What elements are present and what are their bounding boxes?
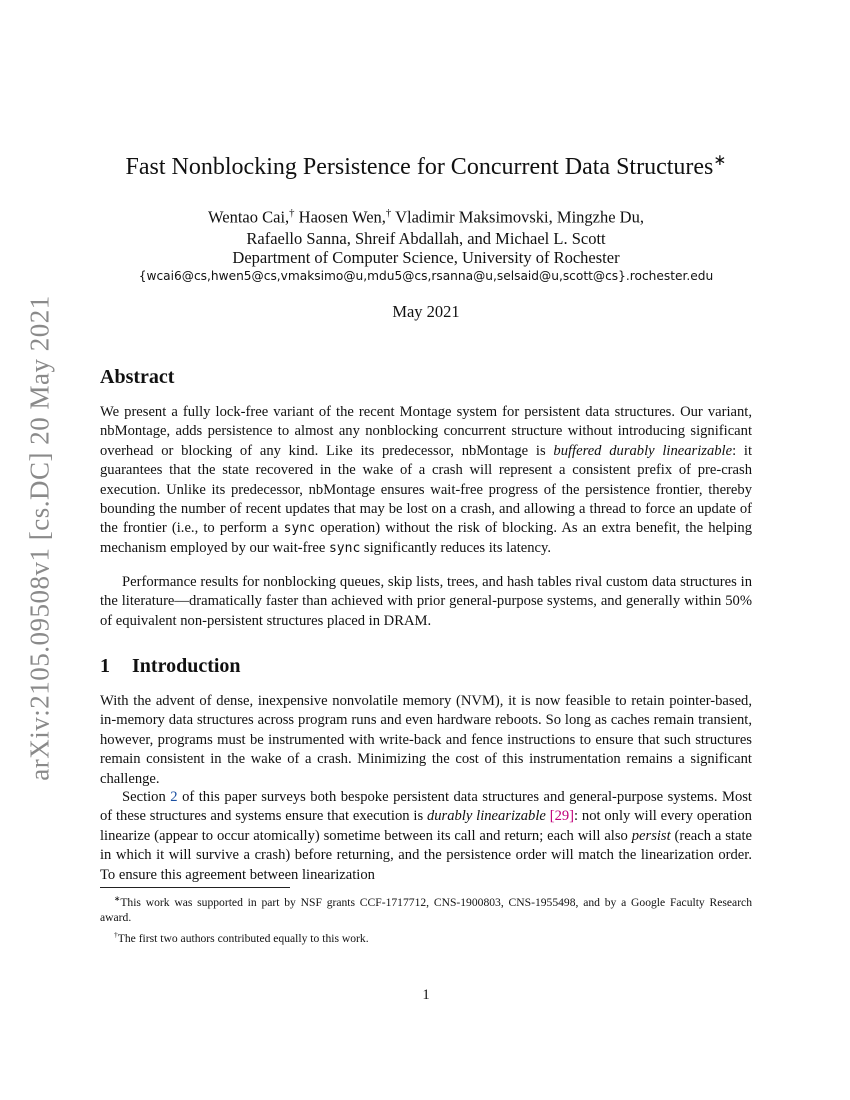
paper-date: May 2021 [392,302,460,321]
title-footnote-mark: ∗ [713,152,727,169]
arxiv-identifier: arXiv:2105.09508v1 [cs.DC] 20 May 2021 [24,295,55,781]
footnote-1: ∗This work was supported in part by NSF grants CCF-1717712, CNS-1900803, CNS-1955498, and by a Google Faculty Research award. [100,894,752,924]
section-2-link[interactable]: 2 [170,789,178,805]
citation-29-link[interactable]: [29] [549,808,575,825]
abstract-heading: Abstract [100,366,175,388]
footnotes [100,891,752,948]
author-emails: {wcai6@cs,hwen5@cs,vmaksimo@u,mdu5@cs,rsanna@u,selsaid@u,scott@cs}.rochester.edu [138,269,714,283]
paper-title: Fast Nonblocking Persistence for Concurrent Data Structures∗ [125,152,727,180]
department: Department of Computer Science, University of Rochester [232,248,620,267]
footnote-rule [100,887,290,888]
footnote-2: †The first two authors contributed equally to this work. [114,929,369,945]
abstract-paragraph-2: Performance results for nonblocking queues, skip lists, trees, and hash tables rival custom data structures in the literature—dramatically faster than achieved with prior general-purpose systems, and generally within 50% of equivalent non-persistent structures placed in DRAM. [100,574,752,629]
arxiv-sidebar [0,0,80,1100]
page-number: 1 [422,987,430,1003]
intro-paragraph-1: With the advent of dense, inexpensive nonvolatile memory (NVM), it is now feasible to retain pointer-based, in-memory data structures across program runs and even hardware reboots. So long as caches remain transient, however, programs must be instrumented with write-back and fence instructions to ensure that such structures remain consistent in the wake of a crash. Minimizing the cost of this instrumentation remains a significant challenge. [100,693,752,787]
abstract-paragraph-1: We present a fully lock-free variant of the recent Montage system for persistent data structures. Our variant, nbMontage, adds persistence to almost any nonblocking concurrent structure without introducing significant overhead or blocking of any kind. Like its predecessor, nbMontage is buffered durably linearizable: it guarantees that the state recovered in the wake of a crash will represent a consistent prefix of pre-crash execution. Unlike its predecessor, nbMontage ensures wait-free progress of the persistence frontier, thereby bounding the number of recent updates that may be lost on a crash, and allowing a thread to force an update of the frontier (i.e., to perform a sync operation) without the risk of blocking. As an extra benefit, the helping mechanism employed by our wait-free sync significantly reduces its latency. [100,404,753,556]
affiliation [100,248,752,286]
intro-paragraph-2: Section 2 of this paper surveys both bespoke persistent data structures and general-purpose systems. Most of these structures and systems ensure that execution is durably linearizable [29]: not only will every operation linearize (appear to occur atomically) sometime between its call and return; each will also persist (reach a state in which it will survive a crash) before returning, and the persistence order will match the linearization order. To ensure this agreement between linearization [100,789,752,883]
author-list: Wentao Cai,† Haosen Wen,† Vladimir Maksimovski, Mingzhe Du, Rafaello Sanna, Shreif Abdallah, and Michael L. Scott [208,207,644,248]
introduction-heading: 1 Introduction [100,655,241,677]
